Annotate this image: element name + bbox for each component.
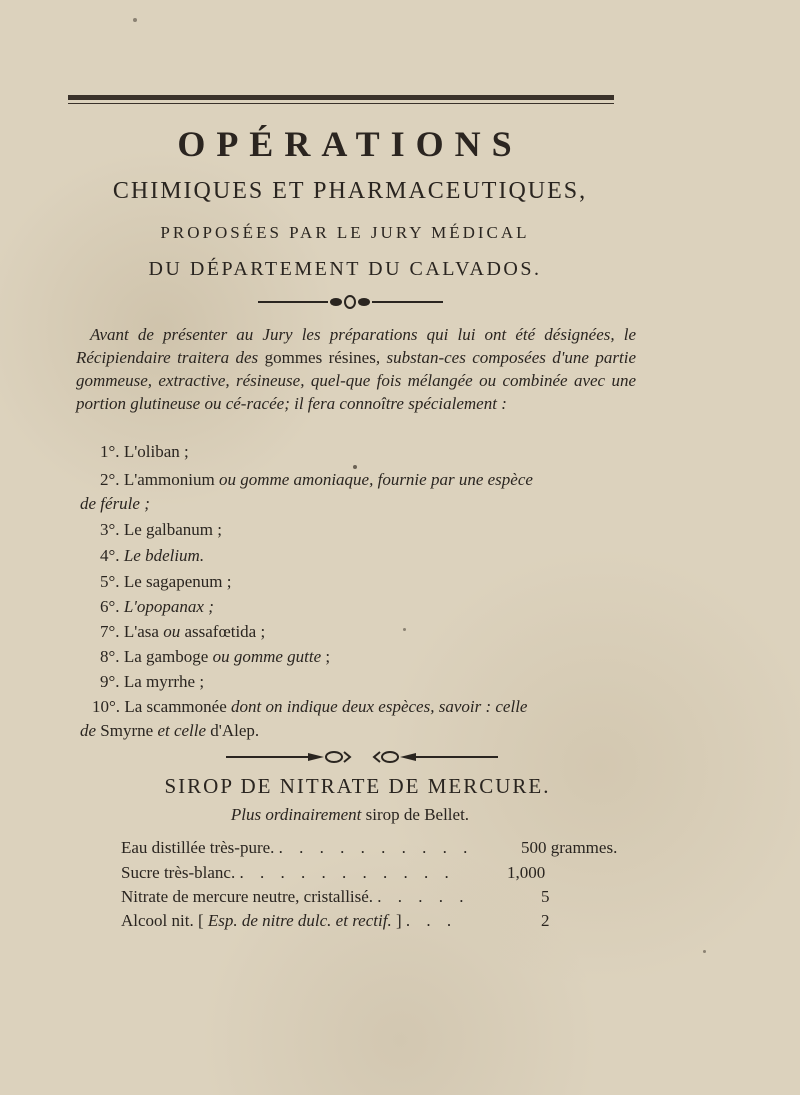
- list-item-continuation: de Smyrne et celle d'Alep.: [80, 721, 260, 740]
- list-item: 10°. La scammonée dont on indique deux espèces, savoir : celle: [92, 697, 528, 716]
- list-item: 3°. Le galbanum ;: [100, 520, 223, 539]
- recipe-row: Eau distillée très-pure. . . . . . . . . . .: [121, 838, 474, 857]
- paper-speck: [133, 18, 137, 22]
- page-title: OPÉRATIONS: [177, 124, 523, 164]
- recipe-row: Sucre très-blanc. . . . . . . . . . . .: [121, 863, 455, 882]
- paper-speck: [703, 950, 706, 953]
- recipe-qty: 5: [541, 887, 550, 906]
- intro-part3: , substan-ces composées d'une partie gommeuse, extractive, résineuse, quel-que fois mélangée ou combinée avec une portion glutineuse ou cé-racée; il fera connoître spécialement :: [76, 348, 636, 413]
- subtitle-chimiques: CHIMIQUES ET PHARMACEUTIQUES,: [112, 178, 588, 204]
- list-item: 9°. La myrrhe ;: [100, 672, 205, 691]
- top-rule-thin: [68, 103, 614, 104]
- list-item-continuation: de férule ;: [80, 494, 150, 513]
- ornament-divider-icon: [258, 295, 443, 309]
- list-item: 4°. Le bdelium.: [100, 546, 205, 565]
- top-rule: [68, 95, 614, 100]
- subtitle-departement: DU DÉPARTEMENT DU CALVADOS.: [148, 258, 542, 280]
- recipe-qty: 500 grammes.: [521, 838, 618, 857]
- recipe-qty: 2: [541, 911, 550, 930]
- list-item: 8°. La gamboge ou gomme gutte ;: [100, 647, 331, 666]
- recipe-row: Nitrate de mercure neutre, cristallisé. . . . . .: [121, 887, 470, 906]
- list-item: 1°. L'oliban ;: [100, 442, 189, 461]
- intro-part2: gommes résines: [264, 348, 376, 367]
- subtitle-proposees: PROPOSÉES PAR LE JURY MÉDICAL: [160, 223, 530, 242]
- intro-paragraph: [76, 323, 636, 415]
- list-item: 7°. L'asa ou assafœtida ;: [100, 622, 266, 641]
- paper-speck: [353, 465, 357, 469]
- list-item: 5°. Le sagapenum ;: [100, 572, 232, 591]
- list-item: 6°. L'opopanax ;: [100, 597, 214, 616]
- intro-part1: Avant de présenter au Jury les préparations qui lui ont été désignées, le Récipiendaire traitera des: [76, 325, 636, 367]
- list-item: 2°. L'ammonium ou gomme amoniaque, fournie par une espèce: [100, 470, 533, 489]
- recipe-row: Alcool nit. [ Esp. de nitre dulc. et rectif. ] . . .: [121, 911, 458, 930]
- ornament-divider-icon: [226, 750, 498, 764]
- recipe-qty: 1,000: [507, 863, 546, 882]
- paper-speck: [403, 628, 406, 631]
- section-subtitle-sirop: Plus ordinairement sirop de Bellet.: [230, 805, 470, 824]
- section-title-sirop: SIROP DE NITRATE DE MERCURE.: [164, 774, 551, 798]
